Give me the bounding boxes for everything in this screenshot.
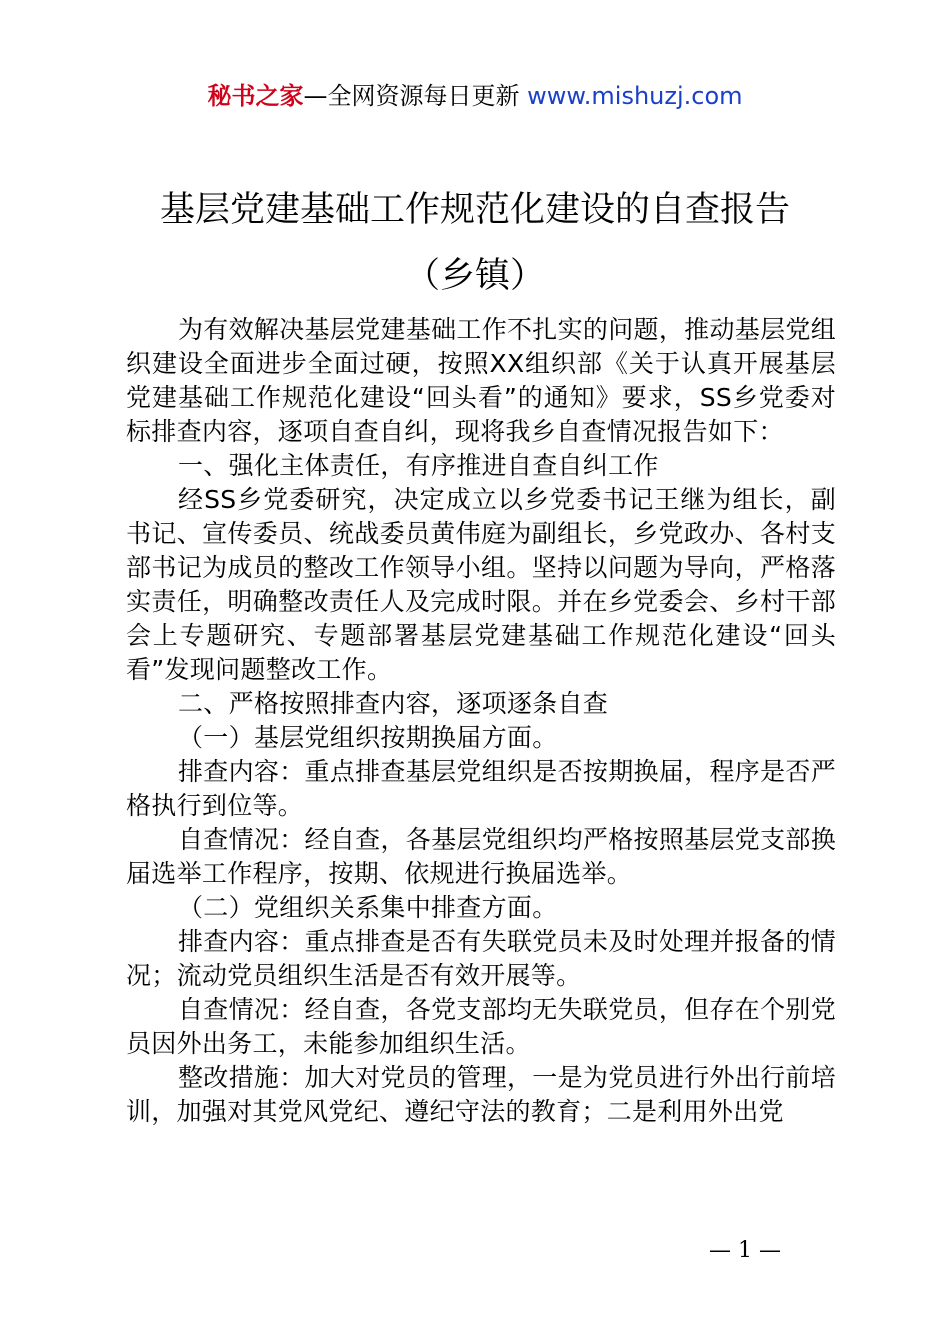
body-paragraph: 排查内容：重点排查是否有失联党员未及时处理并报备的情况；流动党员组织生活是否有效开展等。: [126, 927, 836, 990]
document-title: 基层党建基础工作规范化建设的自查报告: [159, 190, 790, 230]
body-paragraph: 整改措施：加大对党员的管理，一是为党员进行外出行前培训，加强对其党风党纪、遵纪守法的教育；二是利用外出党: [126, 1063, 836, 1126]
body-paragraph: 经SS乡党委研究，决定成立以乡党委书记王继为组长，副书记、宣传委员、统战委员黄伟庭为副组长，乡党政办、各村支部书记为成员的整改工作领导小组。坚持以问题为导向，严格落实责任，明确整改责任人及完成时限。并在乡党委会、乡村干部会上专题研究、专题部署基层党建基础工作规范化建设“回头看”发现问题整改工作。: [126, 485, 836, 684]
body-paragraph: 自查情况：经自查，各基层党组织均严格按照基层党支部换届选举工作程序，按期、依规进行换届选举。: [126, 825, 836, 888]
body-paragraph: 排查内容：重点排查基层党组织是否按期换届，程序是否严格执行到位等。: [126, 757, 836, 820]
site-header: [0, 78, 950, 114]
site-brand: 秘书之家: [207, 82, 304, 110]
body-paragraph: 自查情况：经自查，各党支部均无失联党员，但存在个别党员因外出务工，未能参加组织生活。: [126, 995, 836, 1058]
intro-paragraph: 为有效解决基层党建基础工作不扎实的问题，推动基层党组织建设全面进步全面过硬，按照XX组织部《关于认真开展基层党建基础工作规范化建设“回头看”的通知》要求，SS乡党委对标排查内容，逐项自查自纠，现将我乡自查情况报告如下：: [126, 315, 836, 446]
subsection-heading: （二）党组织关系集中排查方面。: [178, 893, 558, 922]
section-heading: 一、强化主体责任，有序推进自查自纠工作: [178, 451, 659, 480]
document-body: [126, 313, 836, 1129]
page-number: — 1 —: [709, 1238, 781, 1263]
section-heading: 二、严格按照排查内容，逐项逐条自查: [178, 689, 609, 718]
site-url-link[interactable]: www.mishuzj.com: [527, 82, 743, 110]
site-tagline: —全网资源每日更新: [303, 82, 520, 110]
document-subtitle: （乡镇）: [404, 256, 545, 296]
subsection-heading: （一）基层党组织按期换届方面。: [178, 723, 558, 752]
